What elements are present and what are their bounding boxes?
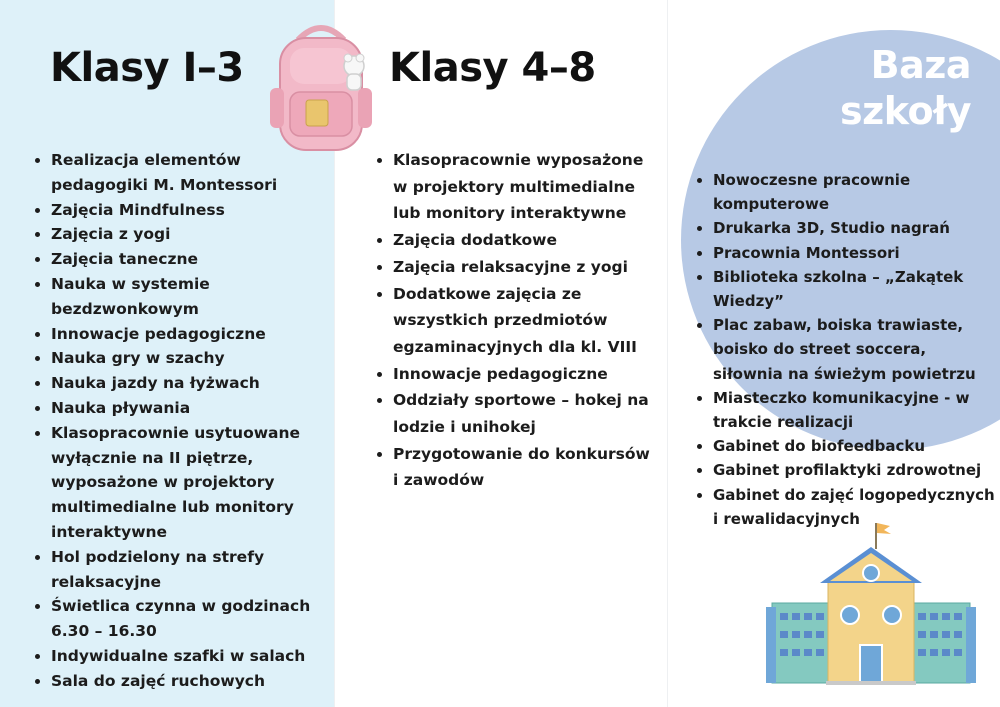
- panel1-title: Klasy I–3: [50, 45, 244, 91]
- school-building-icon: [766, 515, 976, 690]
- panel3-title-line1: Baza: [870, 43, 971, 87]
- panel3-title-line2: szkoły: [840, 89, 971, 133]
- panel3-title: [840, 42, 971, 134]
- list-item: Nauka pływania: [33, 396, 331, 421]
- list-item: Nauka w systemie bezdzwonkowym: [33, 272, 331, 322]
- list-item: Realizacja elementów pedagogiki M. Montessori: [33, 148, 331, 198]
- list-item: Biblioteka szkolna – „Zakątek Wiedzy”: [695, 265, 995, 313]
- list-item: Indywidualne szafki w salach: [33, 644, 331, 669]
- list-item: Oddziały sportowe – hokej na lodzie i unihokej: [375, 387, 660, 440]
- list-item: Hol podzielony na strefy relaksacyjne: [33, 545, 331, 595]
- list-item: Nowoczesne pracownie komputerowe: [695, 168, 995, 216]
- list-item: Drukarka 3D, Studio nagrań: [695, 216, 995, 240]
- list-item: Gabinet do zajęć logopedycznych i rewalidacyjnych: [695, 483, 995, 531]
- list-item: Przygotowanie do konkursów i zawodów: [375, 441, 660, 494]
- panel3-list: [695, 168, 995, 531]
- list-item: Innowacje pedagogiczne: [375, 361, 660, 388]
- list-item: Pracownia Montessori: [695, 241, 995, 265]
- panel-klasy-4-8: [334, 0, 668, 707]
- panel2-list: [375, 147, 660, 494]
- list-item: Zajęcia relaksacyjne z yogi: [375, 254, 660, 281]
- panel-baza-szkoly: [667, 0, 1000, 707]
- list-item: Klasopracownie wyposażone w projektory multimedialne lub monitory interaktywne: [375, 147, 660, 227]
- list-item: Zajęcia dodatkowe: [375, 227, 660, 254]
- list-item: Klasopracownie usytuowane wyłącznie na II piętrze, wyposażone w projektory multimedialne lub monitory interaktywne: [33, 421, 331, 545]
- list-item: Zajęcia z yogi: [33, 222, 331, 247]
- list-item: Gabinet profilaktyki zdrowotnej: [695, 458, 995, 482]
- list-item: Zajęcia taneczne: [33, 247, 331, 272]
- list-item: Dodatkowe zajęcia ze wszystkich przedmiotów egzaminacyjnych dla kl. VIII: [375, 281, 660, 361]
- list-item: Innowacje pedagogiczne: [33, 322, 331, 347]
- list-item: Gabinet do biofeedbacku: [695, 434, 995, 458]
- list-item: Nauka gry w szachy: [33, 346, 331, 371]
- list-item: Świetlica czynna w godzinach 6.30 – 16.30: [33, 594, 331, 644]
- list-item: Nauka jazdy na łyżwach: [33, 371, 331, 396]
- list-item: Plac zabaw, boiska trawiaste, boisko do street soccera, siłownia na świeżym powietrzu: [695, 313, 995, 386]
- list-item: Zajęcia Mindfulness: [33, 198, 331, 223]
- list-item: Miasteczko komunikacyjne - w trakcie realizacji: [695, 386, 995, 434]
- panel1-list: [33, 148, 331, 694]
- panel2-title: Klasy 4–8: [389, 45, 596, 91]
- list-item: Sala do zajęć ruchowych: [33, 669, 331, 694]
- backpack-icon: [266, 18, 376, 158]
